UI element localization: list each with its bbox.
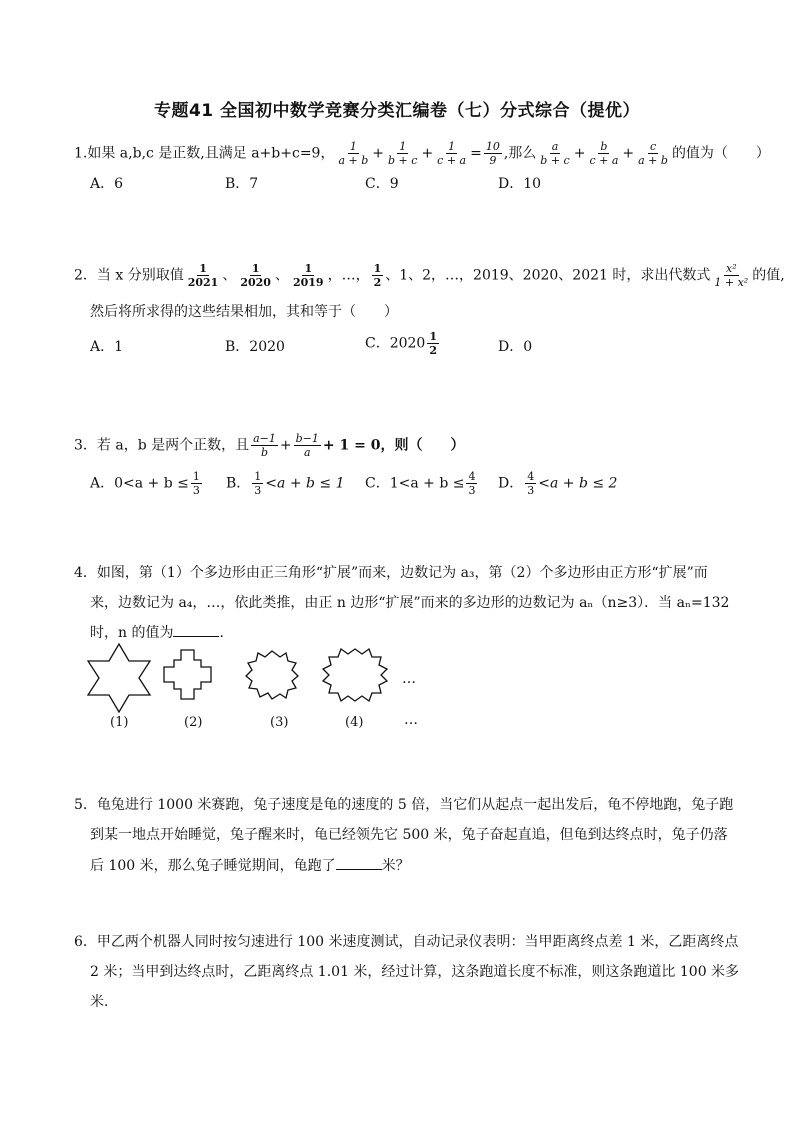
figure-label-1: (1) (110, 715, 129, 730)
q2-option-d: D．0 (498, 339, 533, 355)
q1-option-c: C．9 (365, 176, 399, 192)
q4-line-1: 4．如图，第（1）个多边形由正三角形“扩展”而来，边数记为 a₃，第（2）个多边形由正方形“扩展”而 (74, 565, 708, 581)
q4-answer-blank[interactable] (173, 622, 219, 637)
page-title: 专题41 全国初中数学竞赛分类汇编卷（七）分式综合（提优） (153, 101, 641, 121)
q3-option-d: D． $\frac{4}{3}$ <a + b ≤ 2 (498, 470, 618, 497)
q2-option-c: C．2020 $\frac{1}{2}$ (365, 330, 437, 357)
q1-option-d: D．10 (498, 176, 542, 192)
figure-2-polygon (164, 650, 211, 699)
figure-dots-bottom: … (404, 712, 419, 728)
q5-answer-blank[interactable] (336, 855, 382, 870)
q1-option-a: A．6 (90, 176, 124, 192)
figure-dots-top: … (402, 671, 417, 687)
q2-frac-3: $\frac{1}{2019}$ (292, 262, 324, 289)
question-3: 3．若 a，b 是两个正数，且 $\frac{a-1}{b}$ + $\frac{b-1}{a}$ + 1 = 0，则（ ） (74, 432, 465, 459)
q1-prefix: 1.如果 a,b,c 是正数,且满足 a+b+c=9， (74, 145, 335, 162)
q4-line-3: 时，n 的值为 ． (90, 622, 233, 643)
q6-line-2: 2 米；当甲到达终点时，乙距离终点 1.01 米，经过计算，这条跑道长度不标准，则这条跑道比 100 米多 (90, 964, 740, 980)
figure-1-star (88, 644, 150, 712)
q3-frac-2: $\frac{b-1}{a}$ (295, 432, 319, 459)
q3-option-c-frac: $\frac{4}{3}$ (468, 470, 476, 497)
q1-frac-6: $\frac{b}{c + a}$ (589, 140, 619, 167)
q1-frac-7: $\frac{c}{a + b}$ (638, 140, 668, 167)
figure-label-3: (3) (270, 715, 289, 730)
q2-option-a: A．1 (90, 339, 124, 355)
q6-line-3: 米． (90, 994, 118, 1010)
q2-line-2: 然后将所求得的这些结果相加，其和等于（ ） (90, 304, 398, 320)
figure-3-polygon (246, 651, 298, 699)
question-2: 2．当 x 分别取值 $\frac{1}{2021}$ 、 $\frac{1}{2020}$ 、 $\frac{1}{2019}$ ，…， $\frac{1}{2}$ 、1、2，…，2019、2020、2021 时，求出代数式 $\frac{\text{x²}}{\text{1 + x²}}$ 的值, (74, 262, 785, 289)
q1-frac-3: $\frac{1}{c + a}$ (437, 140, 467, 167)
q2-frac-1: $\frac{1}{2021}$ (187, 262, 219, 289)
q1-frac-2: $\frac{1}{b + c}$ (388, 140, 418, 167)
figure-label-4: (4) (345, 715, 364, 730)
q3-option-c: C．1<a + b ≤ $\frac{4}{3}$ (365, 470, 476, 497)
figure-label-2: (2) (184, 715, 203, 730)
q2-frac-4: $\frac{1}{2}$ (373, 262, 382, 289)
q4-line-2: 来，边数记为 a₄，…，依此类推，由正 n 边形“扩展”而来的多边形的边数记为 aₙ（n≥3）．当 aₙ=132 (90, 595, 730, 611)
q2-option-c-frac: $\frac{1}{2}$ (429, 330, 437, 357)
q2-frac-2: $\frac{1}{2020}$ (240, 262, 271, 289)
q3-option-a: A．0<a + b ≤ $\frac{1}{3}$ (90, 470, 200, 497)
q2-expression: $\frac{\text{x²}}{\text{1 + x²}}$ (714, 262, 749, 289)
q3-frac-1: $\frac{a-1}{b}$ (253, 432, 276, 459)
figure-4-polygon (323, 649, 387, 701)
q3-option-d-frac: $\frac{4}{3}$ (527, 470, 535, 497)
q1-frac-1: $\frac{1}{a + b}$ (338, 140, 369, 167)
q3-option-b-frac: $\frac{1}{3}$ (254, 470, 262, 497)
q3-option-b: B． $\frac{1}{3}$ <a + b ≤ 1 (226, 470, 345, 497)
q2-option-b: B．2020 (225, 339, 285, 355)
q1-frac-5: $\frac{a}{b + c}$ (540, 140, 570, 167)
q1-frac-4: $\frac{10}{9}$ (485, 140, 500, 167)
q5-line-3: 后 100 米，那么兔子睡觉期间，龟跑了 米？ (90, 855, 410, 876)
q5-line-1: 5．龟兔进行 1000 米赛跑，兔子速度是龟的速度的 5 倍，当它们从起点一起出发后，龟不停地跑，兔子跑 (74, 797, 734, 813)
q5-line-2: 到某一地点开始睡觉，兔子醒来时，龟已经领先它 500 米，兔子奋起直追，但龟到达终点时，兔子仍落 (90, 827, 728, 843)
q1-option-b: B．7 (225, 176, 259, 192)
polygon-figures (86, 643, 426, 713)
q3-option-a-frac: $\frac{1}{3}$ (192, 470, 200, 497)
q6-line-1: 6．甲乙两个机器人同时按匀速进行 100 米速度测试，自动记录仪表明：当甲距离终点差 1 米，乙距离终点 (74, 934, 739, 950)
question-1: 1.如果 a,b,c 是正数,且满足 a+b+c=9， $\frac{1}{a + b}$ + $\frac{1}{b + c}$ + $\frac{1}{c + a}$ = $\frac{10}{9}$ ,那么 $\frac{a}{b + c}$ + $\frac{b}{c + a}$ + $\frac{c}{a + b}$ 的值为（ ） (74, 140, 770, 167)
